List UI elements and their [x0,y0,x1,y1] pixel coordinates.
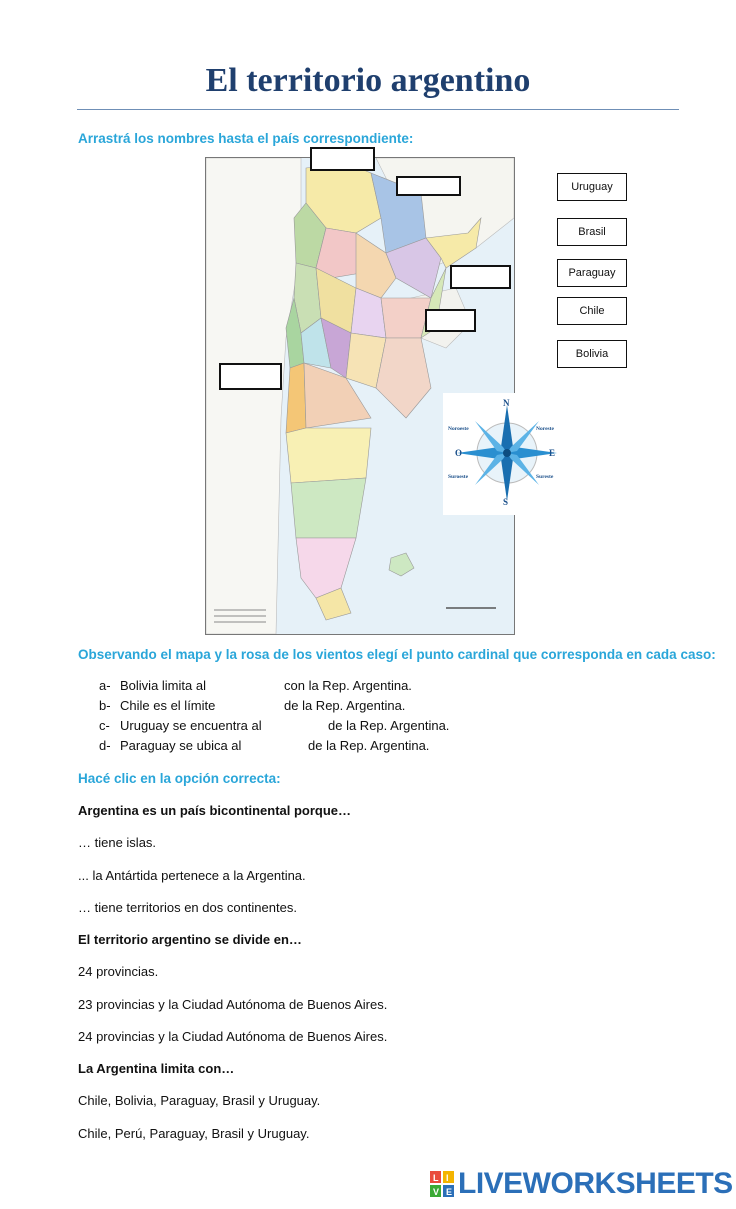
compass-no-label: Noroeste [448,426,469,432]
cardinal-item-c [99,718,599,736]
item-letter: a- [99,678,111,693]
word-chile[interactable]: Chile [557,297,627,325]
item-letter: d- [99,738,111,753]
item-text-before: Paraguay se ubica al [120,738,242,753]
compass-e-label: E [549,448,556,458]
compass-s-label: S [503,497,509,507]
liveworksheets-logo [430,1167,733,1201]
logo-letter-e: E [446,1187,453,1197]
question-3-option-1[interactable]: Chile, Bolivia, Paraguay, Brasil y Uruguay. [78,1093,321,1108]
logo-letter-i: I [446,1173,449,1183]
item-text-after: de la Rep. Argentina. [328,718,450,733]
compass-o-label: O [455,448,463,458]
logo-letter-v: V [433,1187,440,1197]
cardinal-item-b [99,698,599,716]
question-1-option-1[interactable]: … tiene islas. [78,835,157,850]
word-paraguay[interactable]: Paraguay [557,259,627,287]
question-1-option-3[interactable]: … tiene territorios en dos continentes. [78,900,297,915]
question-2-option-1[interactable]: 24 provincias. [78,964,159,979]
question-2: El territorio argentino se divide en… [78,932,302,947]
question-2-option-3[interactable]: 24 provincias y la Ciudad Autónoma de Buenos Aires. [78,1029,388,1044]
compass-ne-label: Noreste [536,426,554,432]
drop-box-brazil[interactable] [450,265,511,289]
item-letter: c- [99,718,110,733]
cardinal-instruction: Observando el mapa y la rosa de los vientos elegí el punto cardinal que corresponda en cada caso: [78,647,716,662]
cardinal-item-a [99,678,599,696]
choice-instruction: Hacé clic en la opción correcta: [78,771,281,786]
logo-letter-l: L [433,1173,439,1183]
liveworksheets-logo-icon [430,1171,454,1197]
compass-se-label: Sureste [536,474,554,480]
question-2-option-2[interactable]: 23 provincias y la Ciudad Autónoma de Buenos Aires. [78,997,388,1012]
item-text-after: de la Rep. Argentina. [284,698,406,713]
drop-box-north-east[interactable] [396,176,461,196]
word-bolivia[interactable]: Bolivia [557,340,627,368]
question-1-option-2[interactable]: ... la Antártida pertenece a la Argentina. [78,868,306,883]
item-text-before: Bolivia limita al [120,678,206,693]
item-letter: b- [99,698,111,713]
question-3: La Argentina limita con… [78,1061,235,1076]
item-text-before: Uruguay se encuentra al [120,718,262,733]
cardinal-item-d [99,738,599,756]
compass-rose-icon [443,393,571,515]
question-1: Argentina es un país bicontinental porque… [78,803,352,818]
drop-box-chile[interactable] [219,363,282,390]
compass-rose [443,393,571,515]
word-brasil[interactable]: Brasil [557,218,627,246]
compass-so-label: Suroeste [448,474,469,480]
item-text-before: Chile es el límite [120,698,216,713]
item-text-after: con la Rep. Argentina. [284,678,412,693]
drag-instruction: Arrastrá los nombres hasta el país correspondiente: [78,131,414,146]
title-divider [77,109,679,110]
page-title: El territorio argentino [205,62,531,99]
drop-box-uruguay[interactable] [425,309,476,332]
item-text-after: de la Rep. Argentina. [308,738,430,753]
word-uruguay[interactable]: Uruguay [557,173,627,201]
compass-n-label: N [503,398,510,408]
logo-text: LIVEWORKSHEETS [458,1167,733,1200]
question-3-option-2[interactable]: Chile, Perú, Paraguay, Brasil y Uruguay. [78,1126,310,1141]
drop-box-bolivia[interactable] [310,147,375,171]
